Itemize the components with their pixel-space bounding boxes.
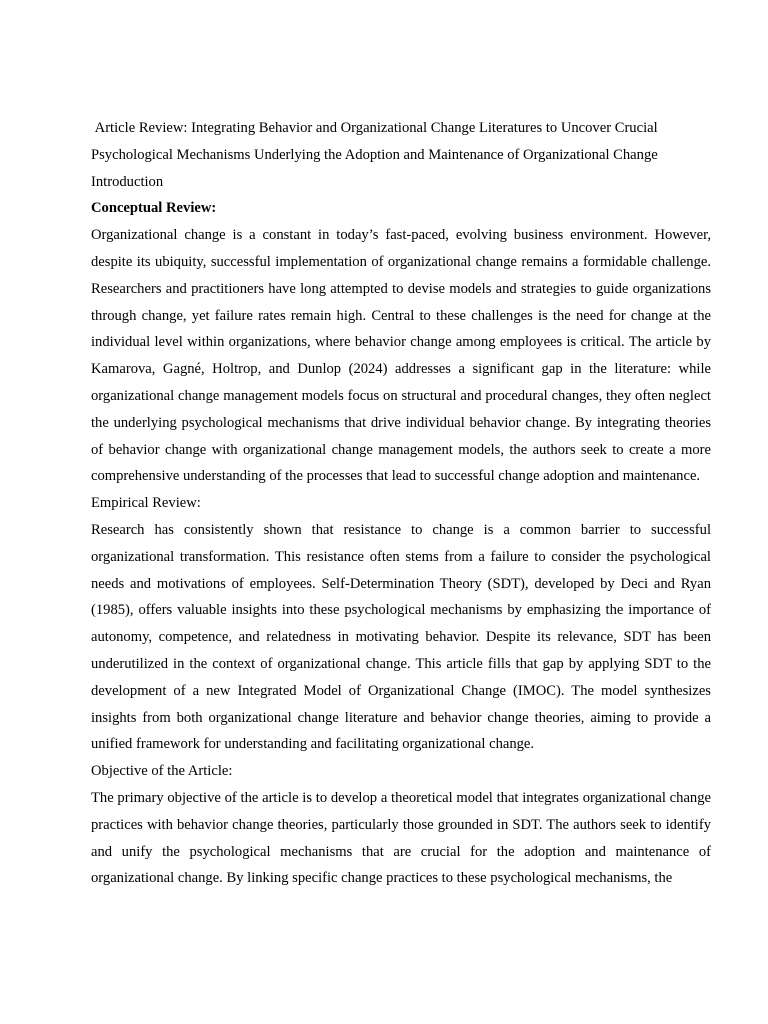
objective-heading: Objective of the Article: (91, 763, 233, 780)
conceptual-review-paragraph: Organizational change is a constant in today’s fast-paced, evolving business environment. However, despite its ubiquity, successful implementation of organizational change remains a formidable challenge. Researchers and practitioners have long attempted to devise models and strategies to guide organizations through change, yet failure rates remain high. Central to these challenges is the need for change at the individual level within organizations, where behavior change among employees is critical. The article by Kamarova, Gagné, Holtrop, and Dunlop (2024) addresses a significant gap in the literature: while organizational change management models focus on structural and procedural changes, they often neglect the underlying psychological mechanisms that drive individual behavior change. By integrating theories of behavior change with organizational change management models, the authors seek to create a more comprehensive understanding of the processes that lead to successful change adoption and maintenance. (91, 227, 711, 485)
introduction-heading: Introduction (91, 173, 164, 190)
empirical-review-paragraph: Research has consistently shown that resistance to change is a common barrier to successful organizational transformation. This resistance often stems from a failure to consider the psychological needs and motivations of employees. Self-Determination Theory (SDT), developed by Deci and Ryan (1985), offers valuable insights into these psychological mechanisms by emphasizing the importance of autonomy, competence, and relatedness in motivating behavior. Despite its relevance, SDT has been underutilized in the context of organizational change. This article fills that gap by applying SDT to the development of a new Integrated Model of Organizational Change (IMOC). The model synthesizes insights from both organizational change literature and behavior change theories, aiming to provide a unified framework for understanding and facilitating organizational change. (91, 521, 711, 753)
empirical-review-heading: Empirical Review: (91, 495, 201, 512)
document-title-line-2: Psychological Mechanisms Underlying the Adoption and Maintenance of Organizational Change (91, 146, 658, 163)
objective-paragraph: The primary objective of the article is to develop a theoretical model that integrates organizational change practices with behavior change theories, particularly those grounded in SDT. The authors seek to identify and unify the psychological mechanisms that are crucial for the adoption and maintenance of organizational change. By linking specific change practices to these psychological mechanisms, the (91, 789, 711, 887)
document-title-line-1: Article Review: Integrating Behavior and Organizational Change Literatures to Uncover Crucial (91, 120, 658, 136)
document-page (91, 115, 711, 892)
conceptual-review-heading: Conceptual Review: (91, 200, 217, 217)
